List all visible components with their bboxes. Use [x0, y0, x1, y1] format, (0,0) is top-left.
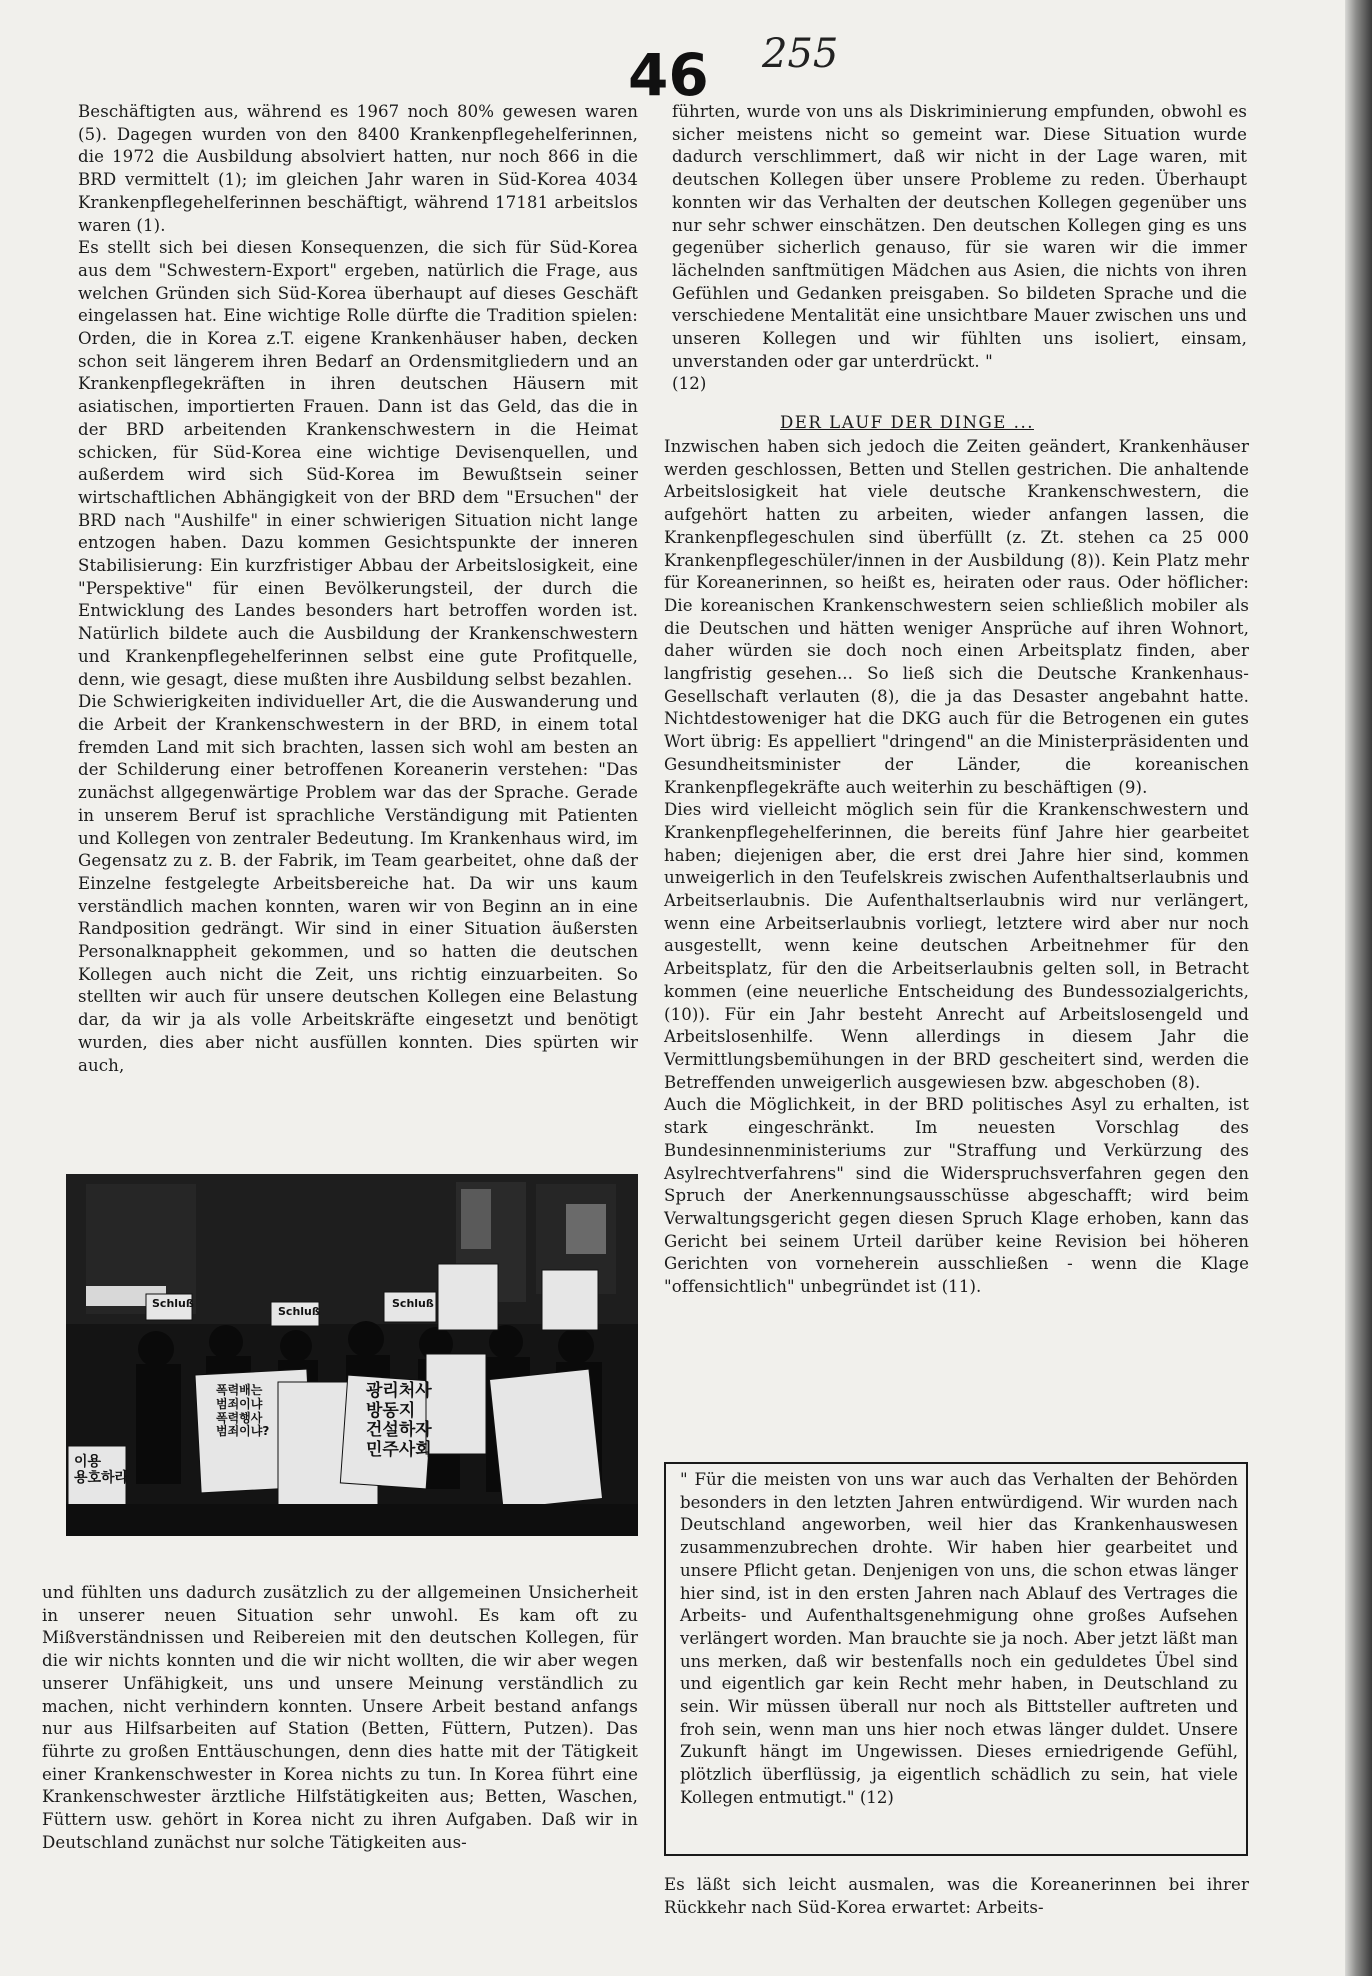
- section-heading: DER LAUF DER DINGE ...: [780, 413, 1034, 432]
- quote-box: " Für die meisten von uns war auch das Verhalten der Behörden besonders in den letzten Jahren entwürdigend. Wir wurden nach Deutschland angeworben, weil hier das Krankenhauswesen zusammenzubrechen drohte. Wir haben hier gearbeitet und unsere Pflicht getan. Denjenigen von uns, die schon etwas länger hier sind, ist in den ersten Jahren nach Ablauf des Vertrages die Arbeits- und Aufenthaltsgenehmigung ohne großes Aufsehen verlängert worden. Man brauchte sie ja noch. Aber jetzt läßt man uns merken, daß wir bestenfalls noch ein geduldetes Übel sind und eigentlich gar kein Recht mehr haben, in Deutschland zu sein. Wir müssen überall nur noch als Bittsteller auftreten und froh sein, wenn man uns hier noch etwas länger duldet. Unsere Zukunft hängt im Ungewissen. Dieses erniedrigende Gefühl, plötzlich überflüssig, ja eigentlich schädlich zu sein, hat viele Kollegen entmutigt." (12): [664, 1462, 1248, 1856]
- left-column-text-top: Beschäftigten aus, während es 1967 noch 80% gewesen waren (5). Dagegen wurden von den 8400 Krankenpflegehelferinnen, die 1972 die Ausbildung absolviert hatten, nur noch 866 in die BRD vermittelt (1); im gleichen Jahr waren in Süd-Korea 4034 Krankenpflegehelferinnen beschäftigt, während 17181 arbeitslos waren (1). Es stellt sich bei diesen Konsequenzen, die sich für Süd-Korea aus dem "Schwestern-Export" ergeben, natürlich die Frage, aus welchen Gründen sich Süd-Korea überhaupt auf dieses Geschäft eingelassen hat. Eine wichtige Rolle dürfte die Tradition spielen: Orden, die in Korea z.T. eigene Krankenhäuser haben, decken schon seit längerem ihren Bedarf an Ordensmitgliedern und an Krankenpflegekräften in ihren deutschen Häusern mit asiatischen, importierten Frauen. Dann ist das Geld, das die in der BRD arbeitenden Krankenschwestern in die Heimat schicken, für Süd-Korea eine wichtige Devisenquellen, und außerdem wird sich Süd-Korea im Bewußtsein seiner wirtschaftlichen Abhängigkeit von der BRD dem "Ersuchen" der BRD nach "Aushilfe" in einer schwierigen Situation nicht lange entzogen haben. Dazu kommen Gesichtspunkte der inneren Stabilisierung: Ein kurzfristiger Abbau der Arbeitslosigkeit, eine "Perspektive" für einen Bevölkerungsteil, der durch die Entwicklung des Landes besonders hart betroffen worden ist. Natürlich bildete auch die Ausbildung der Krankenschwestern und Krankenpflegehelferinnen selbst eine gute Profitquelle, denn, wie gesagt, diese mußten ihre Ausbildung selbst bezahlen. Die Schwierigkeiten individueller Art, die die Auswanderung und die Arbeit der Krankenschwestern in der BRD, in einem total fremden Land mit sich brachten, lassen sich wohl am besten an der Schilderung einer betroffenen Koreanerin verstehen: "Das zunächst allgegenwärtige Problem war das der Sprache. Gerade in unserem Beruf ist sprachliche Verständigung mit Patienten und Kollegen von zentraler Bedeutung. Im Krankenhaus wird, im Gegensatz zu z. B. der Fabrik, im Team gearbeitet, ohne daß der Einzelne festgelegte Arbeitsbereiche hat. Da wir uns kaum verständlich machen konnten, waren wir von Beginn an in eine Randposition gedrängt. Wir sind in einer Situation äußersten Personalknappheit gekommen, und so hatten die deutschen Kollegen auch nicht die Zeit, uns richtig einzuarbeiten. So stellten wir auch für unsere deutschen Kollegen eine Belastung dar, da wir ja als volle Arbeitskräfte eingesetzt und benötigt wurden, dies aber nicht ausfüllen konnten. Dies spürten wir auch,: [78, 102, 638, 1075]
- sign-korean-left: 이용 용호하라: [74, 1454, 129, 1487]
- right-column-text-bottom: Es läßt sich leicht ausmalen, was die Koreanerinnen bei ihrer Rückkehr nach Süd-Korea erwartet: Arbeits-: [664, 1875, 1249, 1917]
- sign-schluss-1: Schluß: [152, 1297, 194, 1310]
- handwritten-page-number: 255: [762, 31, 839, 77]
- protest-photo-drawing: [66, 1174, 638, 1536]
- page-edge-shadow: [1345, 0, 1372, 1976]
- protest-photo: [66, 1174, 638, 1536]
- left-column-text-bottom: und fühlten uns dadurch zusätzlich zu der allgemeinen Unsicherheit in unserer neuen Situation sehr unwohl. Es kam oft zu Mißverständnissen und Reibereien mit den deutschen Kollegen, für die wir nichts konnten und die wir nicht wollten, die wir aber wegen unserer Unfähigkeit, uns und unsere Meinung verständlich zu machen, nicht verhindern konnten. Unsere Arbeit bestand anfangs nur aus Hilfsarbeiten auf Station (Betten, Füttern, Putzen). Das führte zu großen Enttäuschungen, denn dies hatte mit der Tätigkeit einer Krankenschwester in Korea nichts zu tun. In Korea führt eine Krankenschwester ärztliche Hilfstätigkeiten aus; Betten, Waschen, Füttern usw. gehört in Korea nicht zu ihren Aufgaben. Daß wir in Deutschland zunächst nur solche Tätigkeiten aus-: [42, 1583, 638, 1852]
- sign-korean-violence: 폭력배는 범죄이냐 폭력행사 범죄이냐?: [216, 1383, 270, 1439]
- right-column-text-middle: Inzwischen haben sich jedoch die Zeiten geändert, Krankenhäuser werden geschlossen, Betten und Stellen gestrichen. Die anhaltende Arbeitslosigkeit hat viele deutsche Krankenschwestern, die aufgehört hatten zu arbeiten, wieder anfangen lassen, die Krankenpflegeschulen sind überfüllt (z. Zt. stehen ca 25 000 Krankenpflegeschüler/innen in der Ausbildung (8)). Kein Platz mehr für Koreanerinnen, so heißt es, heiraten oder raus. Oder höflicher: Die koreanischen Krankenschwestern seien schließlich mobiler als die Deutschen und hätten weniger Ansprüche auf ihren Wohnort, daher würden sie doch noch einen Arbeitsplatz finden, aber langfristig gesehen... So ließ sich die Deutsche Krankenhaus-Gesellschaft verlauten (8), die ja das Desaster angebahnt hatte. Nichtdestoweniger hat die DKG auch für die Betrogenen ein gutes Wort übrig: Es appelliert "dringend" an die Ministerpräsidenten und Gesundheitsminister der Länder, die koreanischen Krankenpflegekräfte auch weiterhin zu beschäftigen (9). Dies wird vielleicht möglich sein für die Krankenschwestern und Krankenpflegehelferinnen, die bereits fünf Jahre hier gearbeitet haben; diejenigen aber, die erst drei Jahre hier sind, kommen unweigerlich in den Teufelskreis zwischen Aufenthaltserlaubnis und Arbeitserlaubnis. Die Aufenthaltserlaubnis wird nur verlängert, wenn eine Arbeitserlaubnis vorliegt, letztere wird aber nur noch ausgestellt, wenn keine deutschen Arbeitnehmer für den Arbeitsplatz, für den die Arbeitserlaubnis gelten soll, in Betracht kommen (eine neuerliche Entscheidung des Bundessozialgerichts, (10)). Für ein Jahr besteht Anrecht auf Arbeitslosengeld und Arbeitslosenhilfe. Wenn allerdings in diesem Jahr die Vermittlungsbemühungen in der BRD gescheitert sind, werden die Betreffenden unweigerlich ausgewiesen bzw. abgeschoben (8). Auch die Möglichkeit, in der BRD politisches Asyl zu erhalten, ist stark eingeschränkt. Im neuesten Vorschlag des Bundesinnenministeriums zur "Straffung und Verkürzung des Asylrechtverfahrens" sind die Widerspruchsverfahren gegen den Spruch der Anerkennungsausschüsse abgeschafft; wird beim Verwaltungsgericht gegen diesen Spruch Klage erhoben, kann das Gericht bei seinem Urteil darüber keine Revision bei höheren Gerichten von vorneherein ausschließen - wenn die Klage "offensichtlich" unbegründet ist (11).: [664, 437, 1249, 1297]
- page-number: 46: [628, 41, 709, 109]
- sign-schluss-2: Schluß: [278, 1305, 320, 1318]
- right-column-text-top: führten, wurde von uns als Diskriminierung empfunden, obwohl es sicher meistens nicht so gemeint war. Diese Situation wurde dadurch verschlimmert, daß wir nicht in der Lage waren, mit deutschen Kollegen über unsere Probleme zu reden. Überhaupt konnten wir das Verhalten der deutschen Kollegen gegenüber uns nur sehr schwer einschätzen. Den deutschen Kollegen ging es uns gegenüber sicherlich genauso, für sie waren wir die immer lächelnden sanftmütigen Mädchen aus Asien, die nichts von ihren Gefühlen und Gedanken preisgaben. So bildeten Sprache und die verschiedene Mentalität eine unsichtbare Mauer zwischen uns und unseren Kollegen und wir fühlten uns isoliert, einsam, unverstanden oder gar unterdrückt. " (12): [672, 102, 1247, 394]
- sign-schluss-3: Schluß: [392, 1297, 434, 1310]
- sign-korean-democracy: 광리처사 방동지 건설하자 민주사회: [366, 1381, 432, 1460]
